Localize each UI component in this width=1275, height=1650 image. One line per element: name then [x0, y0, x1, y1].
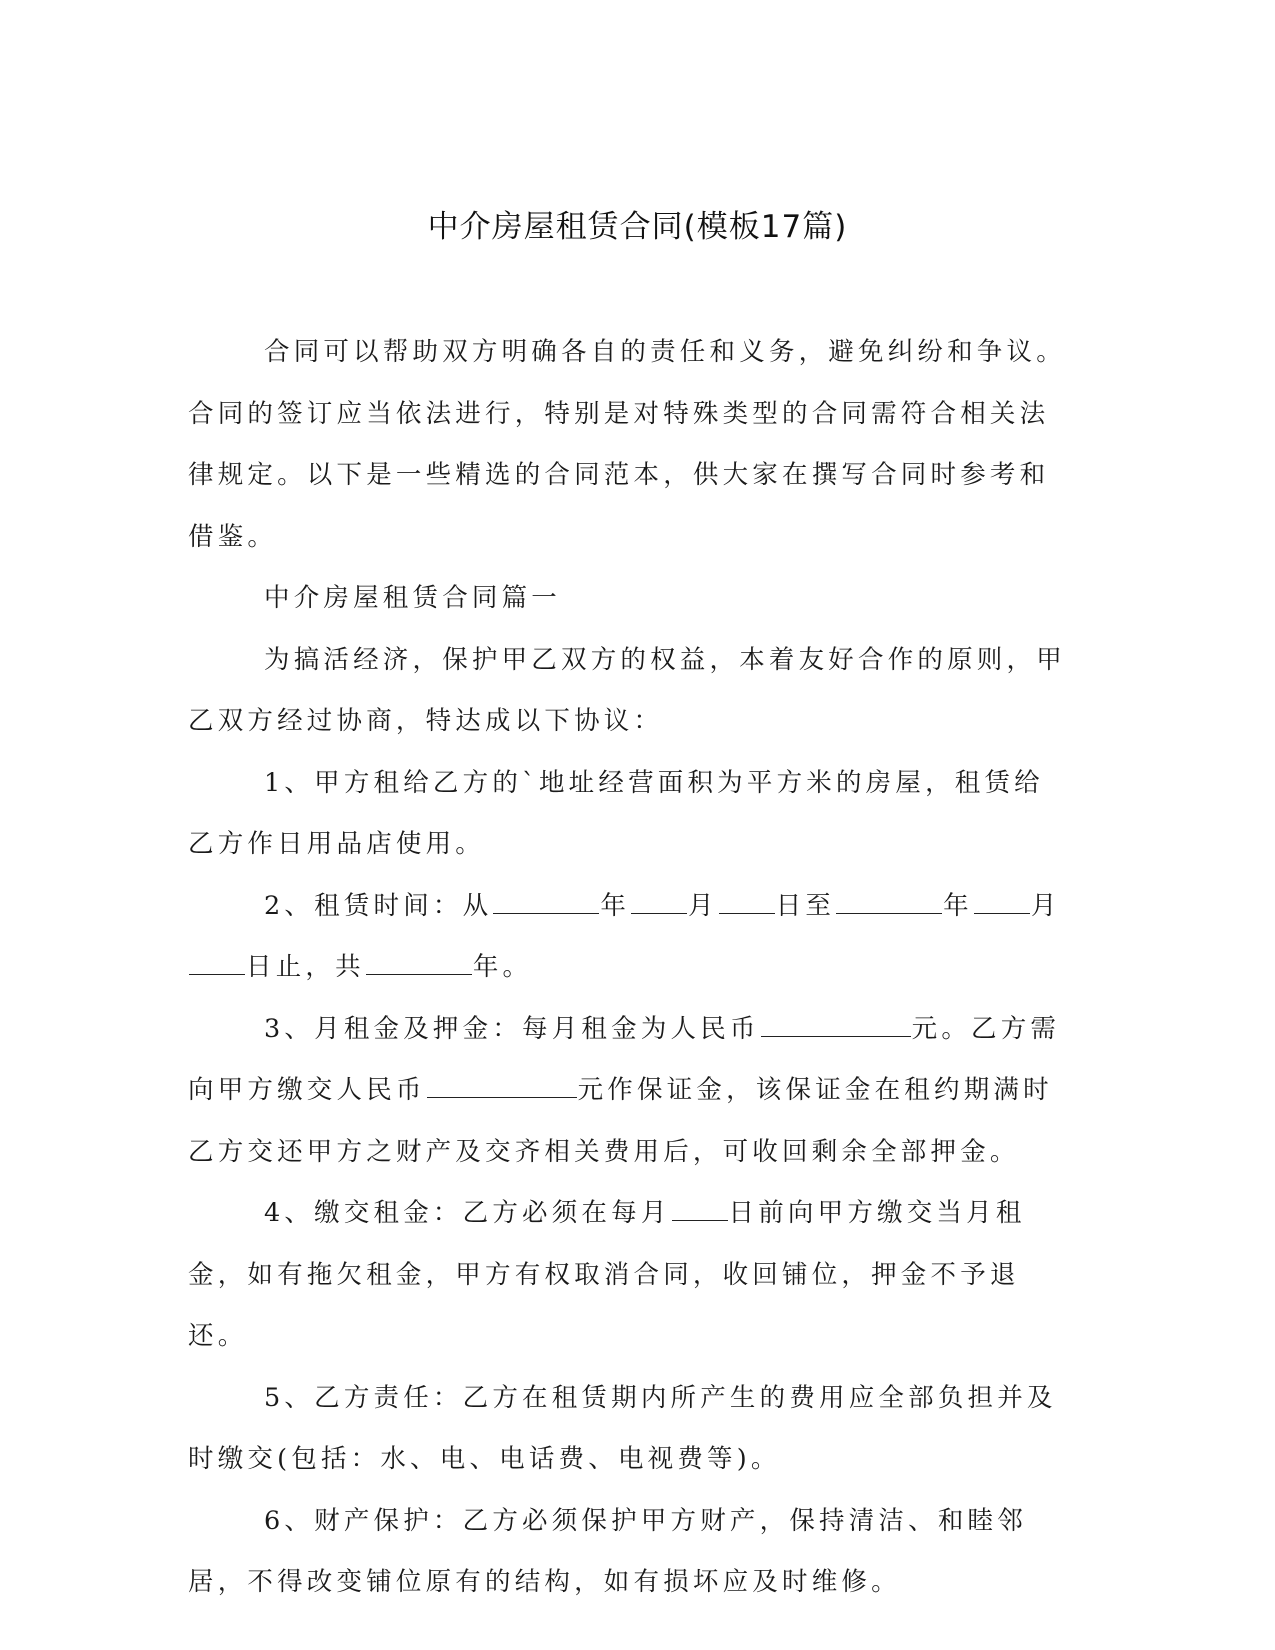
- end-year-blank: [836, 889, 942, 914]
- clause-3-mid: 元。乙方需向甲方缴交人民币: [188, 1013, 1061, 1105]
- clause-4: [188, 1183, 1068, 1368]
- start-day-blank: [719, 889, 775, 914]
- clause-4-suffix: 日前向甲方缴交当月租金，如有拖欠租金，甲方有权取消合同，收回铺位，押金不予退还。: [188, 1198, 1026, 1351]
- clause-2-suffix: 年。: [472, 952, 533, 982]
- clause-5: 5、乙方责任：乙方在租赁期内所产生的费用应全部负担并及时缴交(包括：水、电、电话费、电视费等)。: [188, 1382, 1057, 1474]
- clause-3-suffix: 元作保证金，该保证金在租约期满时乙方交还甲方之财产及交齐相关费用后，可收回剩余全部押金。: [188, 1075, 1053, 1167]
- clause-2-day-end: 日止，共: [246, 952, 365, 982]
- document-title: 中介房屋租赁合同(模板17篇): [427, 209, 848, 245]
- section-heading: 中介房屋租赁合同篇一: [264, 583, 562, 613]
- clause-6: 6、财产保护：乙方必须保护甲方财产，保持清洁、和睦邻居，不得改变铺位原有的结构，如有损坏应及时维修。: [188, 1505, 1027, 1597]
- clause-2-month-1: 月: [688, 890, 718, 921]
- clause-3-prefix: 3、月租金及押金：每月租金为人民币: [264, 1013, 760, 1044]
- clause-2: [188, 876, 1068, 999]
- deposit-blank: [427, 1073, 577, 1098]
- start-month-blank: [631, 889, 687, 914]
- preamble-paragraph: 为搞活经济，保护甲乙双方的权益，本着友好合作的原则，甲乙双方经过协商，特达成以下协议：: [188, 644, 1066, 736]
- payment-day-blank: [672, 1196, 728, 1221]
- clause-2-year-2: 年: [943, 890, 973, 921]
- document-body: [188, 322, 1068, 1614]
- clause-2-year-1: 年: [600, 890, 631, 921]
- end-day-blank: [189, 950, 245, 975]
- clause-2-day-to: 日至: [775, 890, 836, 921]
- total-years-blank: [366, 950, 472, 975]
- clause-1: 1、甲方租给乙方的`地址经营面积为平方米的房屋，租赁给乙方作日用品店使用。: [188, 767, 1044, 859]
- clause-2-prefix: 2、租赁时间：从: [264, 890, 493, 921]
- clause-2-month-2: 月: [1030, 890, 1061, 921]
- start-year-blank: [493, 889, 599, 914]
- end-month-blank: [974, 889, 1030, 914]
- intro-paragraph: 合同可以帮助双方明确各自的责任和义务，避免纠纷和争议。合同的签订应当依法进行，特别是对特殊类型的合同需符合相关法律规定。以下是一些精选的合同范本，供大家在撰写合同时参考和借鉴。: [188, 337, 1066, 552]
- clause-4-prefix: 4、缴交租金：乙方必须在每月: [264, 1198, 671, 1228]
- clause-3: [188, 999, 1068, 1184]
- monthly-rent-blank: [761, 1012, 911, 1037]
